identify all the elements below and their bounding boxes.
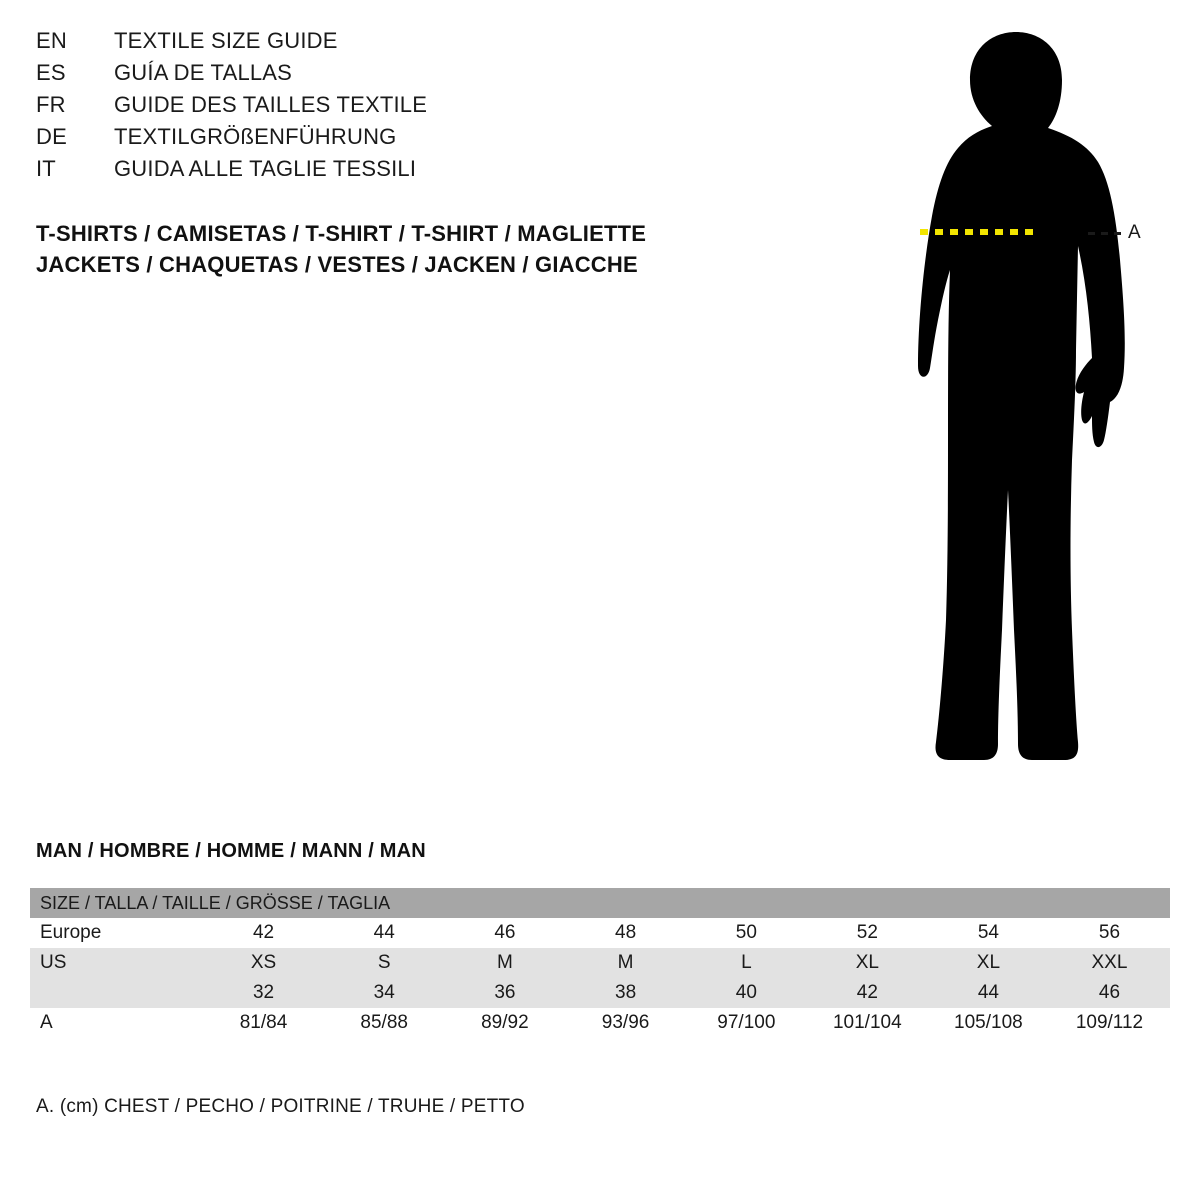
language-row <box>36 124 736 156</box>
table-cell: 56 <box>1049 918 1170 948</box>
table-cell: 81/84 <box>203 1008 324 1038</box>
table-cell: 34 <box>324 978 445 1008</box>
table-cell: 52 <box>807 918 928 948</box>
language-title: GUIDA ALLE TAGLIE TESSILI <box>114 156 417 181</box>
table-cell: XL <box>807 948 928 978</box>
language-title: TEXTILE SIZE GUIDE <box>114 28 338 53</box>
table-header-label: SIZE / TALLA / TAILLE / GRÖSSE / TAGLIA <box>30 888 1170 918</box>
language-code: EN <box>36 28 67 53</box>
category-tshirts: T-SHIRTS / CAMISETAS / T-SHIRT / T-SHIRT / MAGLIETTE <box>36 221 647 246</box>
table-cell: XXL <box>1049 948 1170 978</box>
table-row <box>30 888 1170 918</box>
language-list <box>36 28 736 188</box>
table-cell: 46 <box>445 918 566 948</box>
table-cell: 97/100 <box>686 1008 807 1038</box>
male-silhouette-icon <box>820 20 1180 780</box>
table-cell: M <box>445 948 566 978</box>
table-cell: XS <box>203 948 324 978</box>
table-cell: 38 <box>565 978 686 1008</box>
table-cell: 40 <box>686 978 807 1008</box>
table-cell: S <box>324 948 445 978</box>
language-title: GUÍA DE TALLAS <box>114 60 293 85</box>
category-jackets: JACKETS / CHAQUETAS / VESTES / JACKEN / GIACCHE <box>36 252 638 277</box>
table-cell: 42 <box>807 978 928 1008</box>
table-cell: L <box>686 948 807 978</box>
language-code: FR <box>36 92 66 117</box>
table-cell: 109/112 <box>1049 1008 1170 1038</box>
table-cell: M <box>565 948 686 978</box>
body-silhouette-figure <box>820 20 1180 780</box>
footnote-chest-measurement: A. (cm) CHEST / PECHO / POITRINE / TRUHE / PETTO <box>36 1096 525 1117</box>
table-row <box>30 1008 1170 1038</box>
table-cell: 105/108 <box>928 1008 1049 1038</box>
language-code: ES <box>36 60 66 85</box>
measure-leader-line <box>1088 232 1122 235</box>
table-row <box>30 948 1170 978</box>
table-cell: 36 <box>445 978 566 1008</box>
row-label: A <box>30 1008 203 1038</box>
row-label <box>30 978 203 1008</box>
language-row <box>36 92 736 124</box>
table-row <box>30 978 1170 1008</box>
language-title: TEXTILGRÖßENFÜHRUNG <box>114 124 397 149</box>
table-cell: XL <box>928 948 1049 978</box>
category-list <box>36 218 816 280</box>
language-code: DE <box>36 124 67 149</box>
table-cell: 44 <box>928 978 1049 1008</box>
table-cell: 85/88 <box>324 1008 445 1038</box>
language-code: IT <box>36 156 56 181</box>
table-cell: 32 <box>203 978 324 1008</box>
table-title-man: MAN / HOMBRE / HOMME / MANN / MAN <box>36 840 426 862</box>
table-cell: 44 <box>324 918 445 948</box>
table-row <box>30 918 1170 948</box>
language-title: GUIDE DES TAILLES TEXTILE <box>114 92 428 117</box>
table-cell: 50 <box>686 918 807 948</box>
row-label: US <box>30 948 203 978</box>
language-row <box>36 28 736 60</box>
language-row <box>36 156 736 188</box>
table-cell: 48 <box>565 918 686 948</box>
table-cell: 54 <box>928 918 1049 948</box>
table-cell: 42 <box>203 918 324 948</box>
table-cell: 93/96 <box>565 1008 686 1038</box>
table-cell: 46 <box>1049 978 1170 1008</box>
table-cell: 101/104 <box>807 1008 928 1038</box>
language-row <box>36 60 736 92</box>
row-label: Europe <box>30 918 203 948</box>
table-cell: 89/92 <box>445 1008 566 1038</box>
measure-label-a: A <box>1128 222 1141 243</box>
size-table <box>30 888 1170 1038</box>
